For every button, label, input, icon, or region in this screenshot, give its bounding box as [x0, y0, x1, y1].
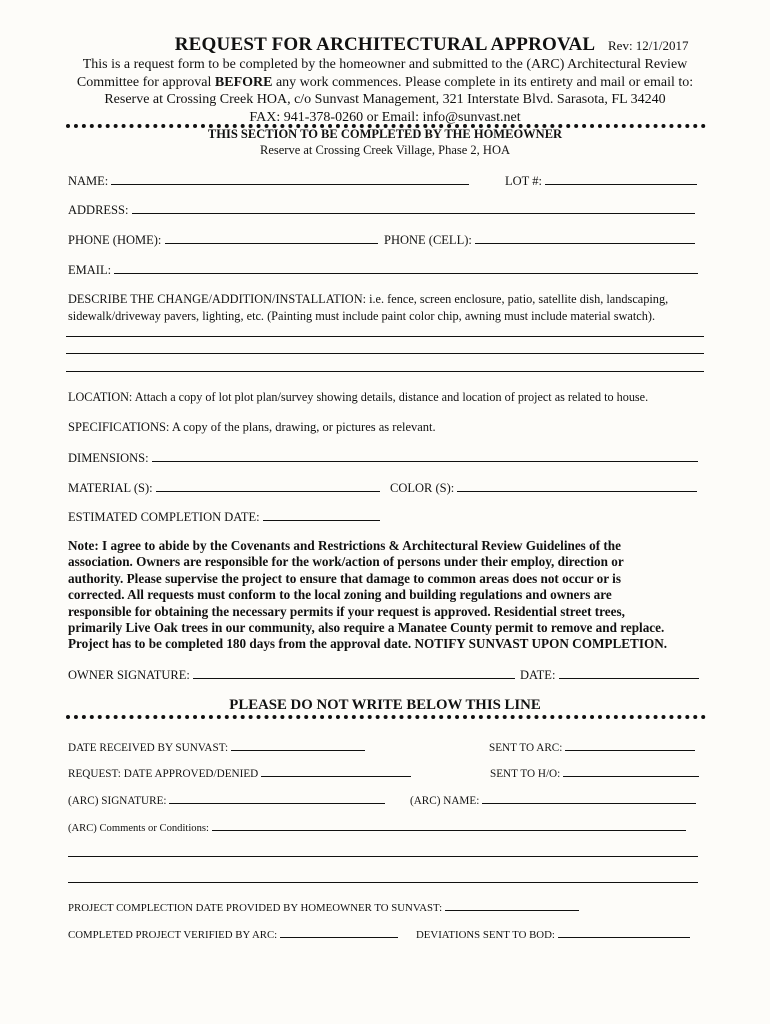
agreement-note [68, 538, 718, 653]
completion-date-label: ESTIMATED COMPLETION DATE: [68, 510, 260, 524]
phone-cell-line[interactable] [475, 232, 695, 244]
arc-name-label: (ARC) NAME: [410, 795, 480, 807]
note-line-1: Note: I agree to abide by the Covenants and Restrictions & Architectural Review Guidelines of the [68, 538, 621, 553]
signature-date-field[interactable] [520, 667, 699, 683]
dimensions-field[interactable] [68, 450, 698, 466]
intro-line-2 [40, 74, 730, 92]
date-received-field[interactable] [68, 739, 365, 754]
completion-date-line[interactable] [263, 509, 380, 521]
sent-to-ho-label: SENT TO H/O: [490, 768, 561, 780]
homeowner-section-subheading: Reserve at Crossing Creek Village, Phase 2, HOA [259, 143, 510, 157]
office-divider [66, 715, 706, 719]
describe-answer-line-2[interactable] [66, 353, 704, 354]
specifications-instruction: SPECIFICATIONS: A copy of the plans, drawing, or pictures as relevant. [68, 420, 436, 434]
arc-comments-label: (ARC) Comments or Conditions: [68, 823, 209, 834]
color-line[interactable] [457, 480, 697, 492]
sent-to-ho-field[interactable] [490, 765, 699, 780]
email-line[interactable] [114, 262, 698, 274]
intro-text [40, 56, 730, 126]
intro-line-2-post: any work commences. Please complete in its entirety and mail or email to: [272, 74, 694, 90]
describe-answer-line-1[interactable] [66, 336, 704, 337]
note-line-4: corrected. All requests must conform to the local zoning and building regulations and owners are [68, 587, 612, 603]
material-label: MATERIAL (S): [68, 481, 153, 495]
arc-comments-line-2[interactable] [68, 856, 698, 857]
name-field[interactable] [68, 173, 469, 189]
phone-home-label: PHONE (HOME): [68, 233, 162, 247]
sent-to-arc-label: SENT TO ARC: [489, 742, 563, 754]
verified-line[interactable] [280, 926, 398, 938]
phone-home-field[interactable] [68, 232, 378, 248]
phone-cell-label: PHONE (CELL): [384, 233, 472, 247]
dimensions-label: DIMENSIONS: [68, 451, 149, 465]
location-instruction: LOCATION: Attach a copy of lot plot plan/survey showing details, distance and location of project as related to house. [68, 390, 649, 404]
lot-label: LOT #: [505, 174, 542, 188]
completion-provided-label: PROJECT COMPLECTION DATE PROVIDED BY HOMEOWNER TO SUNVAST: [68, 902, 443, 914]
arc-comments-field[interactable] [68, 819, 686, 834]
lot-field[interactable] [505, 173, 697, 189]
intro-line-4: FAX: 941-378-0260 or Email: info@sunvast.net [249, 109, 521, 125]
address-field[interactable] [68, 202, 695, 218]
office-use-heading: PLEASE DO NOT WRITE BELOW THIS LINE [229, 697, 541, 713]
owner-signature-label: OWNER SIGNATURE: [68, 668, 190, 682]
arc-signature-label: (ARC) SIGNATURE: [68, 795, 167, 807]
lot-line[interactable] [545, 173, 697, 185]
arc-comments-line-3[interactable] [68, 882, 698, 883]
address-line[interactable] [132, 202, 695, 214]
sent-to-arc-line[interactable] [565, 739, 695, 751]
phone-cell-field[interactable] [384, 232, 695, 248]
completion-provided-line[interactable] [445, 899, 579, 911]
arc-name-field[interactable] [410, 792, 696, 807]
sent-to-arc-field[interactable] [489, 739, 695, 754]
arc-name-line[interactable] [482, 792, 696, 804]
note-line-5: responsible for obtaining the necessary permits if your request is approved. Residential street trees, [68, 603, 625, 619]
intro-line-2-pre: Committee for approval [76, 74, 215, 90]
note-line-7: Project has to be completed 180 days from the approval date. NOTIFY SUNVAST UPON COMPLETION. [68, 636, 668, 652]
arc-comments-line[interactable] [212, 819, 686, 831]
request-status-field[interactable] [68, 765, 411, 780]
color-field[interactable] [390, 480, 697, 496]
note-line-3: authority. Please supervise the project to ensure that damage to common areas does not occur or is [68, 570, 621, 586]
deviations-field[interactable] [416, 926, 690, 941]
signature-date-label: DATE: [520, 668, 556, 682]
date-received-label: DATE RECEIVED BY SUNVAST: [68, 742, 229, 754]
phone-home-line[interactable] [165, 232, 378, 244]
signature-date-line[interactable] [559, 667, 699, 679]
arc-signature-line[interactable] [169, 792, 385, 804]
address-label: ADDRESS: [68, 203, 129, 217]
email-field[interactable] [68, 262, 698, 278]
name-label: NAME: [68, 174, 109, 188]
owner-signature-line[interactable] [193, 667, 515, 679]
verified-field[interactable] [68, 926, 398, 941]
form-title: REQUEST FOR ARCHITECTURAL APPROVAL [174, 34, 596, 55]
describe-instructions [68, 291, 708, 324]
dimensions-line[interactable] [152, 450, 698, 462]
sent-to-ho-line[interactable] [563, 765, 699, 777]
intro-line-1: This is a request form to be completed by the homeowner and submitted to the (ARC) Architectural Review [82, 57, 688, 72]
arc-signature-field[interactable] [68, 792, 385, 807]
intro-line-3: Reserve at Crossing Creek HOA, c/o Sunvast Management, 321 Interstate Blvd. Sarasota, FL 34240 [104, 92, 666, 108]
describe-answer-line-3[interactable] [66, 371, 704, 372]
deviations-label: DEVIATIONS SENT TO BOD: [416, 929, 555, 941]
name-line[interactable] [111, 173, 469, 185]
note-line-6: primarily Live Oak trees in our community, also require a Manatee County permit to remove and replace. [68, 620, 665, 636]
revision-date: Rev: 12/1/2017 [608, 38, 689, 53]
material-field[interactable] [68, 480, 380, 496]
request-status-line[interactable] [261, 765, 411, 777]
completion-provided-field[interactable] [68, 899, 579, 914]
verified-label: COMPLETED PROJECT VERIFIED BY ARC: [68, 929, 278, 941]
completion-date-field[interactable] [68, 509, 380, 525]
homeowner-section-heading-text: THIS SECTION TO BE COMPLETED BY THE HOMEOWNER [207, 127, 563, 141]
describe-line-2: sidewalk/driveway pavers, lighting, etc. (Painting must include paint color chip, awning must include material swatch). [68, 308, 656, 323]
request-status-label: REQUEST: DATE APPROVED/DENIED [68, 768, 259, 780]
date-received-line[interactable] [231, 739, 365, 751]
homeowner-section-heading [0, 127, 770, 142]
color-label: COLOR (S): [390, 481, 455, 495]
deviations-line[interactable] [558, 926, 690, 938]
note-line-2: association. Owners are responsible for the work/action of persons under their employ, direction or [68, 554, 624, 570]
owner-signature-field[interactable] [68, 667, 515, 683]
material-line[interactable] [156, 480, 380, 492]
email-label: EMAIL: [68, 263, 112, 277]
intro-before-emphasis: BEFORE [214, 74, 273, 90]
describe-line-1: DESCRIBE THE CHANGE/ADDITION/INSTALLATION: i.e. fence, screen enclosure, patio, satellite dish, landscaping, [68, 292, 669, 306]
